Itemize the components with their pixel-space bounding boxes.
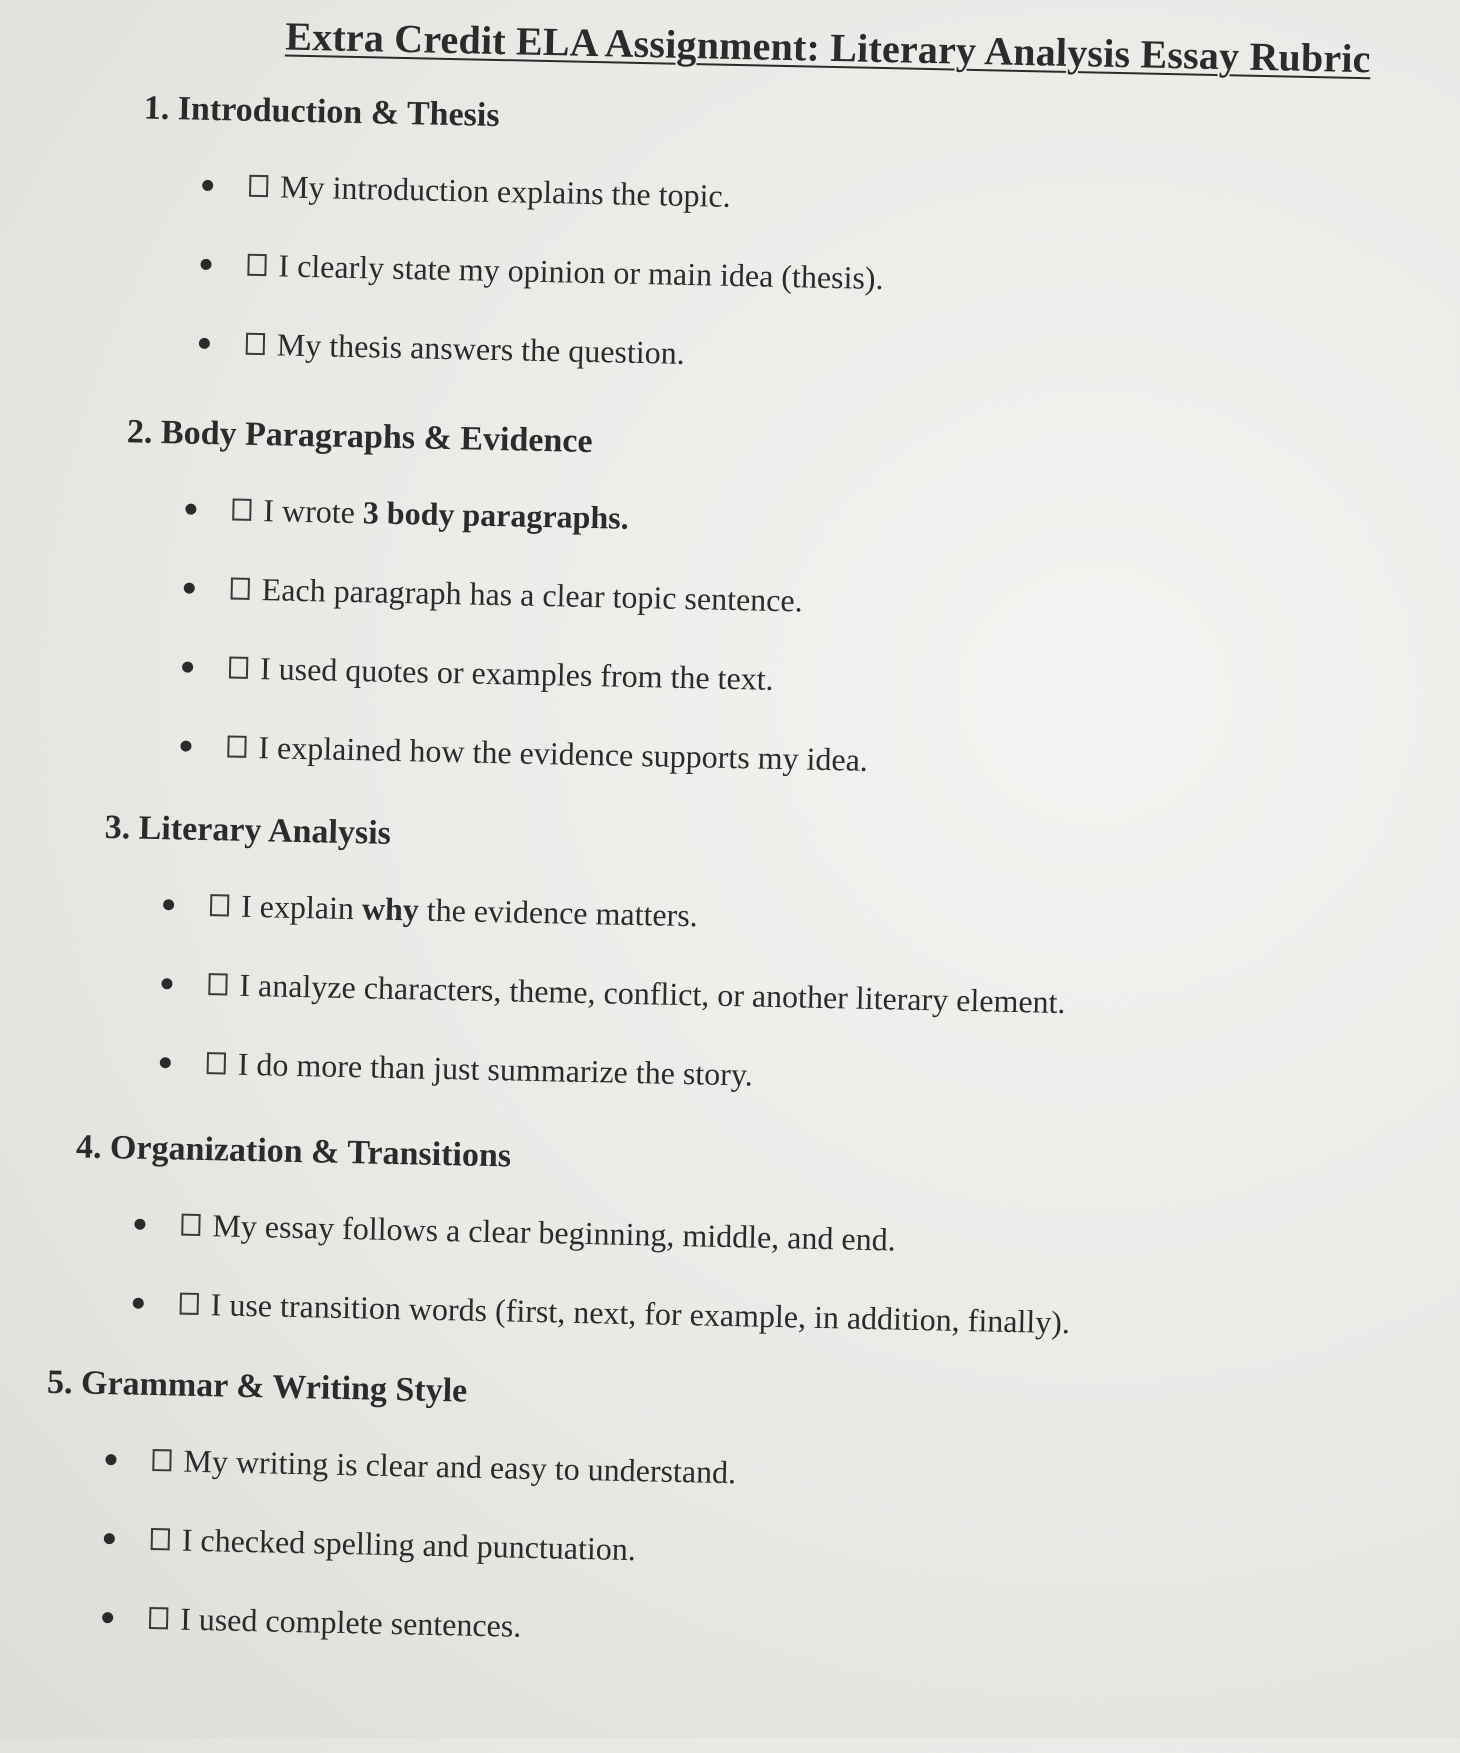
bullet-icon <box>161 978 172 989</box>
checklist-item <box>159 1038 1300 1110</box>
bullet-icon <box>182 661 193 672</box>
bullet-icon <box>102 1612 113 1623</box>
checkbox[interactable] <box>152 1449 171 1471</box>
bullet-icon <box>163 899 174 910</box>
bullet-icon <box>202 179 213 190</box>
checklist <box>120 483 1326 793</box>
page-title: Extra Credit ELA Assignment: Literary Analysis Essay Rubric <box>284 13 1372 82</box>
checkbox[interactable] <box>181 1214 200 1236</box>
checkbox[interactable] <box>249 175 268 197</box>
checklist-item <box>163 880 1304 952</box>
section-heading: 4. Organization & Transitions <box>75 1128 512 1175</box>
checkbox[interactable] <box>229 656 248 678</box>
checklist <box>99 879 1303 1110</box>
checklist-item-text: My essay follows a clear beginning, middle, and end. <box>212 1207 897 1258</box>
item-text-plain: I explain <box>240 887 363 927</box>
checklist-item <box>134 1200 1275 1272</box>
checkbox[interactable] <box>227 735 246 757</box>
checkbox[interactable] <box>246 333 265 355</box>
bullet-icon <box>199 337 210 348</box>
item-text-emphasis: why <box>361 890 420 928</box>
section-heading: 3. Literary Analysis <box>104 808 392 852</box>
bullet-icon <box>133 1297 144 1308</box>
section-heading: 2. Body Paragraphs & Evidence <box>126 413 593 461</box>
checklist-item <box>200 240 1341 312</box>
bullet-icon <box>104 1533 115 1544</box>
checkbox[interactable] <box>232 499 251 521</box>
checklist <box>42 1434 1246 1665</box>
checklist-item-text: My introduction explains the topic. <box>279 168 732 214</box>
checklist-item <box>103 1514 1244 1586</box>
checkbox[interactable] <box>210 894 229 916</box>
bullet-icon <box>105 1454 116 1465</box>
bullet-icon <box>185 503 196 514</box>
checklist-item <box>161 959 1302 1031</box>
checkbox[interactable] <box>208 973 227 995</box>
checkbox[interactable] <box>149 1607 168 1629</box>
checklist-item-text: Each paragraph has a clear topic sentence. <box>261 571 804 619</box>
checkbox[interactable] <box>151 1528 170 1550</box>
checklist-item-text: I analyze characters, theme, conflict, or another literary element. <box>239 966 1066 1021</box>
checkbox[interactable] <box>247 254 266 276</box>
section-heading: 1. Introduction & Thesis <box>143 89 500 135</box>
bullet-icon <box>200 258 211 269</box>
item-text-plain: I wrote <box>263 492 364 531</box>
section-body-paragraphs-evidence <box>120 411 1327 793</box>
checklist-item-text: I do more than just summarize the story. <box>237 1045 754 1093</box>
checklist-item-text: My thesis answers the question. <box>276 326 686 371</box>
checklist-item-text <box>241 882 699 940</box>
section-introduction-thesis <box>138 88 1344 391</box>
checklist-item-text: I used complete sentences. <box>179 1600 522 1644</box>
section-grammar-writing-style <box>42 1362 1248 1665</box>
checklist-item-text: I clearly state my opinion or main idea (thesis). <box>278 247 884 297</box>
checklist-item <box>180 721 1321 793</box>
section-literary-analysis <box>99 807 1305 1110</box>
section-heading: 5. Grammar & Writing Style <box>46 1363 468 1410</box>
checklist-item <box>102 1593 1243 1665</box>
checklist <box>138 160 1342 391</box>
bullet-icon <box>160 1057 171 1068</box>
checklist-item <box>132 1279 1273 1351</box>
checklist <box>72 1198 1274 1350</box>
checklist-item <box>182 642 1323 714</box>
checklist-item-text: I use transition words (first, next, for example, in addition, finally). <box>210 1286 1071 1341</box>
bullet-icon <box>180 740 191 751</box>
checklist-item <box>183 564 1324 636</box>
checklist-item <box>198 319 1339 391</box>
bullet-icon <box>134 1218 145 1229</box>
checklist-item-text: I used quotes or examples from the text. <box>259 650 775 697</box>
checklist-item <box>105 1435 1246 1507</box>
checklist-item-text: I explained how the evidence supports my idea. <box>258 729 869 778</box>
checklist-item-text: I checked spelling and punctuation. <box>181 1521 637 1568</box>
section-organization-transitions <box>72 1126 1276 1350</box>
bullet-icon <box>184 582 195 593</box>
checkbox[interactable] <box>207 1052 226 1074</box>
checkbox[interactable] <box>231 577 250 599</box>
checklist-item-text <box>263 486 629 542</box>
item-text-plain: the evidence matters. <box>418 891 699 934</box>
checklist-item <box>185 485 1326 557</box>
item-text-emphasis: 3 body paragraphs. <box>362 494 630 536</box>
checklist-item-text: My writing is clear and easy to understand. <box>183 1442 737 1491</box>
checkbox[interactable] <box>180 1293 199 1315</box>
checklist-item <box>202 161 1343 233</box>
